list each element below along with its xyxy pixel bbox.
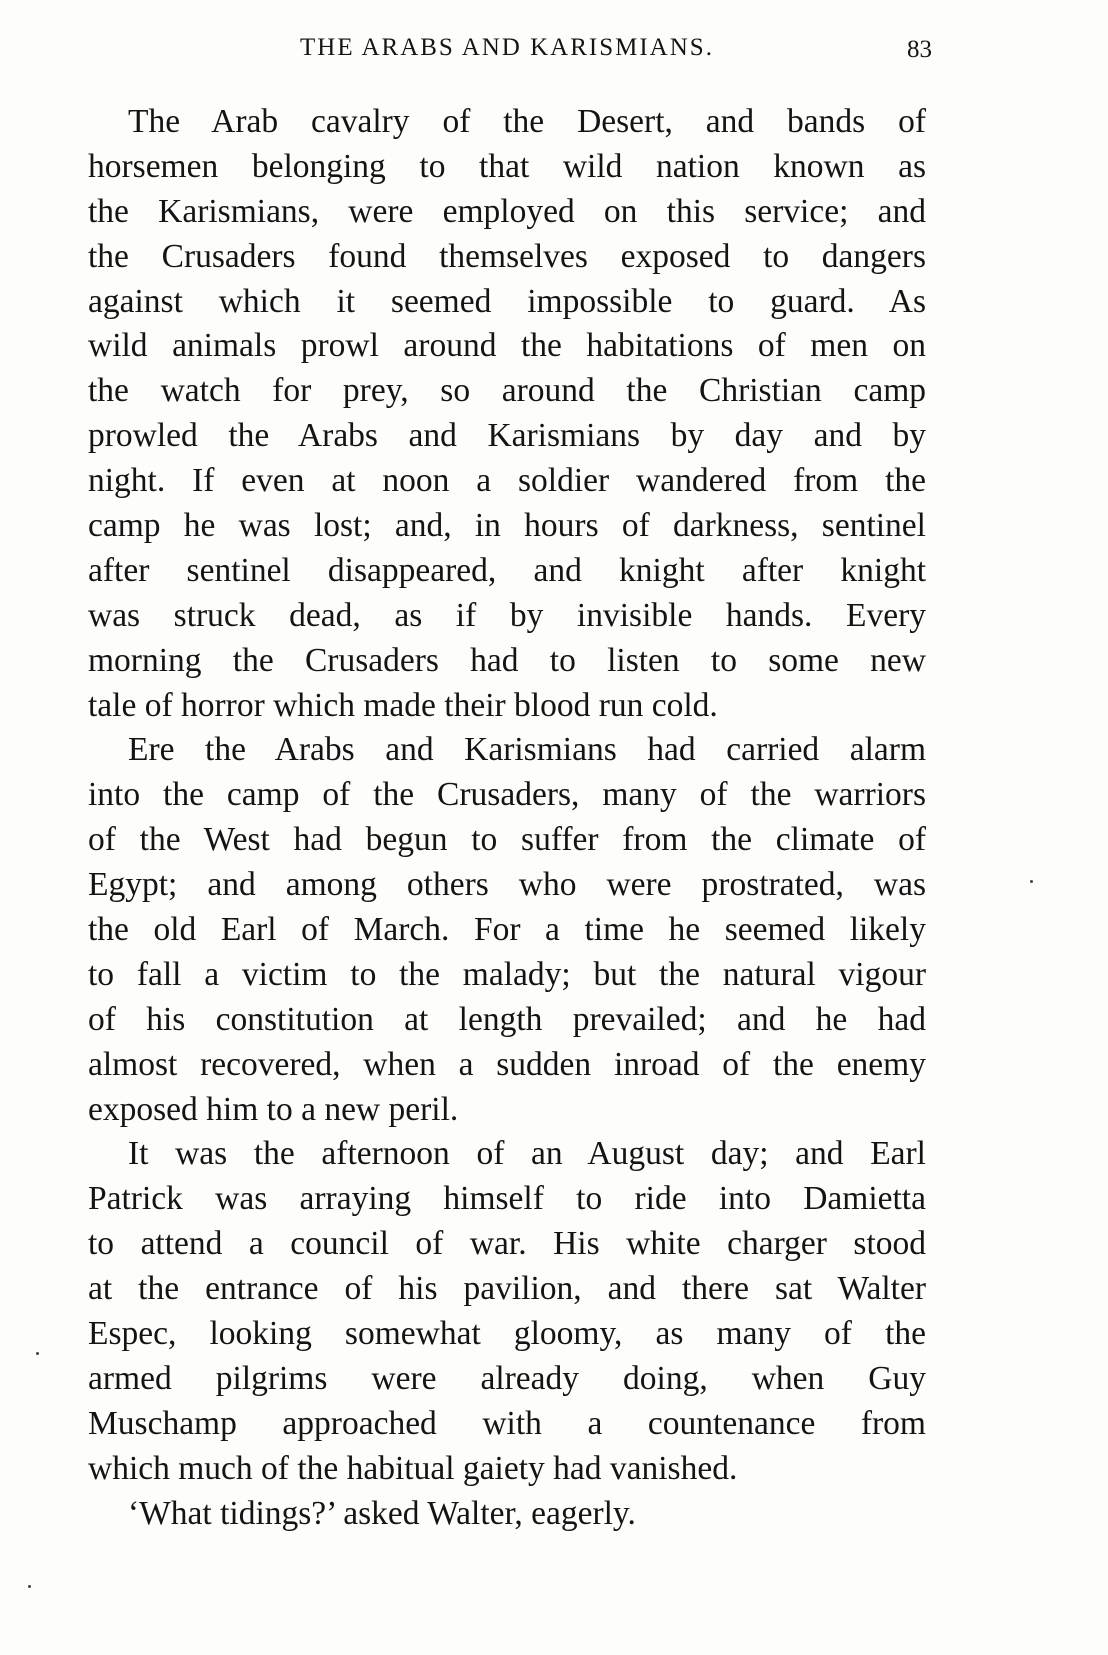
text-line: of his constitution at length prevailed; and he had: [88, 1000, 926, 1038]
text-line: almost recovered, when a sudden inroad of the enemy: [88, 1045, 926, 1083]
text-line: wild animals prowl around the habitations of men on: [88, 327, 926, 365]
page-number: 83: [907, 36, 932, 63]
text-line: to fall a victim to the malady; but the natural vigour: [88, 955, 926, 993]
text-line: camp he was lost; and, in hours of darkness, sentinel: [88, 507, 926, 545]
text-line: against which it seemed impossible to guard. As: [88, 282, 926, 320]
paragraph-2: [88, 728, 926, 1132]
text-line: Espec, looking somewhat gloomy, as many of the: [88, 1315, 926, 1353]
text-line: Egypt; and among others who were prostrated, was: [88, 866, 926, 904]
text-line: Muschamp approached with a countenance from: [88, 1404, 926, 1442]
scan-speck: [36, 1352, 39, 1355]
scan-speck: [28, 1585, 31, 1588]
paragraph-4: [88, 1492, 926, 1537]
text-line: exposed him to a new peril.: [88, 1090, 459, 1128]
text-line: It was the afternoon of an August day; and Earl: [128, 1135, 926, 1173]
text-line: ‘What tidings?’ asked Walter, eagerly.: [128, 1494, 636, 1532]
text-line: at the entrance of his pavilion, and there sat Walter: [88, 1270, 926, 1308]
text-line: prowled the Arabs and Karismians by day and by: [88, 417, 926, 455]
text-line: was struck dead, as if by invisible hands. Every: [88, 596, 926, 634]
text-line: to attend a council of war. His white charger stood: [88, 1225, 926, 1263]
paragraph-3: [88, 1132, 926, 1491]
text-line: armed pilgrims were already doing, when Guy: [88, 1359, 926, 1397]
text-line: the old Earl of March. For a time he seemed likely: [88, 911, 926, 949]
text-line: Patrick was arraying himself to ride into Damietta: [88, 1180, 926, 1218]
text-line: morning the Crusaders had to listen to some new: [88, 641, 926, 679]
body-text: [88, 100, 926, 1537]
text-line: night. If even at noon a soldier wandered from the: [88, 462, 926, 500]
running-head: [0, 34, 1108, 74]
text-line: Ere the Arabs and Karismians had carried alarm: [128, 731, 926, 769]
text-line: the Crusaders found themselves exposed to dangers: [88, 237, 926, 275]
text-line: the watch for prey, so around the Christian camp: [88, 372, 926, 410]
paragraph-1: [88, 100, 926, 728]
text-line: horsemen belonging to that wild nation known as: [88, 147, 926, 185]
text-line: into the camp of the Crusaders, many of the warriors: [88, 776, 926, 814]
text-line: The Arab cavalry of the Desert, and bands of: [128, 103, 926, 140]
text-line: of the West had begun to suffer from the climate of: [88, 821, 926, 859]
text-line: which much of the habitual gaiety had vanished.: [88, 1449, 738, 1487]
running-title: THE ARABS AND KARISMIANS.: [300, 34, 714, 61]
text-line: the Karismians, were employed on this service; and: [88, 192, 926, 230]
text-line: tale of horror which made their blood run cold.: [88, 686, 718, 724]
text-line: after sentinel disappeared, and knight after knight: [88, 551, 926, 589]
scan-speck: [1030, 880, 1033, 883]
